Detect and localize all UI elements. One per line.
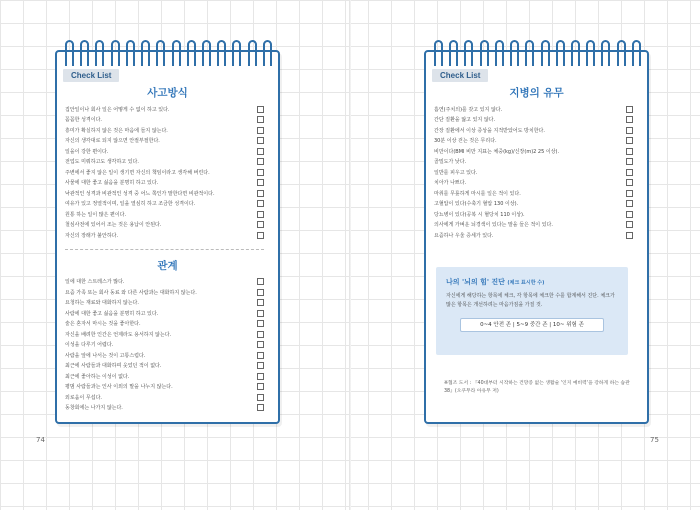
spiral-ring bbox=[126, 40, 135, 66]
checklist-item: 비만이다(BMI 비만 지표는 체중(kg)/신장(m)2 25 이상). bbox=[426, 146, 647, 157]
checkbox[interactable] bbox=[257, 373, 264, 380]
checkbox[interactable] bbox=[257, 362, 264, 369]
checkbox[interactable] bbox=[626, 221, 633, 228]
checklist-item: 흥미가 확실하지 않은 것은 마음에 들지 않는다. bbox=[57, 125, 278, 136]
spiral-ring bbox=[202, 40, 211, 66]
checklist-item: 자신의 생각대로 되지 않으면 안절부절한다. bbox=[57, 136, 278, 147]
checklist-item: 요즘 가족 또는 회사 동료 와 다른 사람과는 대화하지 않는다. bbox=[57, 287, 278, 298]
checklist-item: 흡연(주치의)를 갖고 있지 않다. bbox=[426, 104, 647, 115]
checklist-item: 고혈압이 있다(수축기 혈압 130 이상). bbox=[426, 199, 647, 210]
checkbox[interactable] bbox=[257, 278, 264, 285]
score-range: 0~4 안전 존 | 5~9 중간 존 | 10~ 위험 존 bbox=[460, 318, 604, 332]
checklist-item: 자신을 배려한 인간은 언제라도 용서하지 않는다. bbox=[57, 329, 278, 340]
checkbox[interactable] bbox=[626, 106, 633, 113]
checkbox[interactable] bbox=[257, 299, 264, 306]
checklist-item: 30분 이상 걷는 것은 무리다. bbox=[426, 136, 647, 147]
spiral-ring bbox=[556, 40, 565, 66]
diagnosis-subtitle: (체크 표시한 수) bbox=[507, 280, 545, 286]
checklist-item: 철심사전에 있어서 조는 것은 용납이 안된다. bbox=[57, 220, 278, 231]
checklist-item: 요청하는 재료와 대화하지 않는다. bbox=[57, 298, 278, 309]
checkbox[interactable] bbox=[257, 211, 264, 218]
checkbox[interactable] bbox=[626, 232, 633, 239]
checklist-item: 평범 사람들과는 인사 이외의 말을 나누지 않는다. bbox=[57, 382, 278, 393]
checklist-item: 요즘하나 우울 증세가 있다. bbox=[426, 230, 647, 241]
spiral-ring bbox=[495, 40, 504, 66]
page-gutter bbox=[349, 0, 351, 510]
checklist bbox=[57, 277, 278, 414]
spiral-ring bbox=[65, 40, 74, 66]
spiral-ring bbox=[95, 40, 104, 66]
checklist-item: 자신의 장래가 불안하다. bbox=[57, 230, 278, 241]
checkbox[interactable] bbox=[626, 200, 633, 207]
spiral-ring bbox=[464, 40, 473, 66]
checklist-item: 일에 대한 스트레스가 많다. bbox=[57, 277, 278, 288]
checkbox[interactable] bbox=[257, 127, 264, 134]
checkbox[interactable] bbox=[257, 383, 264, 390]
spiral-ring bbox=[217, 40, 226, 66]
checkbox[interactable] bbox=[626, 158, 633, 165]
spiral-ring bbox=[434, 40, 443, 66]
checkbox[interactable] bbox=[257, 179, 264, 186]
checkbox[interactable] bbox=[257, 404, 264, 411]
spiral-ring bbox=[80, 40, 89, 66]
checkbox[interactable] bbox=[626, 127, 633, 134]
checkbox[interactable] bbox=[257, 394, 264, 401]
checklist-item: 술은 혼자서 마시는 것을 좋아한다. bbox=[57, 319, 278, 330]
page-number-right: 75 bbox=[650, 436, 659, 444]
spiral-ring bbox=[232, 40, 241, 66]
checklist bbox=[57, 104, 278, 241]
checklist-item: 동창회에는 나가지 않는다. bbox=[57, 403, 278, 414]
checkbox[interactable] bbox=[257, 352, 264, 359]
checkbox[interactable] bbox=[626, 190, 633, 197]
checkbox[interactable] bbox=[257, 320, 264, 327]
checkbox[interactable] bbox=[257, 289, 264, 296]
spiral-ring bbox=[632, 40, 641, 66]
checklist-item: 마취를 무릎하게 마시를 일은 적이 있다. bbox=[426, 188, 647, 199]
section-title: 지병의 유무 bbox=[509, 87, 564, 99]
checklist-item: 간단 질환을 앓고 있지 않다. bbox=[426, 115, 647, 126]
spiral-ring bbox=[601, 40, 610, 66]
left-notebook bbox=[55, 50, 280, 424]
checklist-item: 일반를 피우고 있다. bbox=[426, 167, 647, 178]
spiral-ring bbox=[586, 40, 595, 66]
spiral-ring bbox=[617, 40, 626, 66]
spiral-ring bbox=[172, 40, 181, 66]
spiral-binding bbox=[434, 40, 641, 66]
checklist-item: 주변에서 좋지 않은 일이 생기면 자신의 책임이라고 생각해 버린다. bbox=[57, 167, 278, 178]
checkbox[interactable] bbox=[626, 179, 633, 186]
checkbox[interactable] bbox=[257, 116, 264, 123]
spiral-ring bbox=[187, 40, 196, 66]
right-notebook bbox=[424, 50, 649, 424]
spiral-ring bbox=[571, 40, 580, 66]
spiral-ring bbox=[263, 40, 272, 66]
checklist-item: 일을이 강한 편이다. bbox=[57, 146, 278, 157]
checkbox[interactable] bbox=[626, 169, 633, 176]
checkbox[interactable] bbox=[626, 137, 633, 144]
spiral-ring bbox=[111, 40, 120, 66]
spiral-ring bbox=[156, 40, 165, 66]
checkbox[interactable] bbox=[626, 211, 633, 218]
checklist-item: 이성을 다루기 어렵다. bbox=[57, 340, 278, 351]
checkbox[interactable] bbox=[257, 106, 264, 113]
spiral-ring bbox=[480, 40, 489, 66]
checklist-item: 간장 질환에서 이상 증상을 지적받았어도 방치한다. bbox=[426, 125, 647, 136]
checkbox[interactable] bbox=[257, 221, 264, 228]
checkbox[interactable] bbox=[257, 169, 264, 176]
checklist-item: 낙관적인 성격과 비관적인 성격 중 어느 쪽인가 말한다면 비관적이다. bbox=[57, 188, 278, 199]
checkbox[interactable] bbox=[257, 310, 264, 317]
checkbox[interactable] bbox=[257, 148, 264, 155]
section-title: 사고방식 bbox=[147, 87, 188, 99]
spiral-ring bbox=[248, 40, 257, 66]
checkbox[interactable] bbox=[257, 341, 264, 348]
checkbox[interactable] bbox=[257, 232, 264, 239]
checklist-item: 당뇨병이 있다(공복 시 혈당치 110 이상). bbox=[426, 209, 647, 220]
checklist-item: 골밀도가 낮다. bbox=[426, 157, 647, 168]
checkbox[interactable] bbox=[626, 148, 633, 155]
checklist-item: 최근에 사람들과 대화하며 웃었던 적이 없다. bbox=[57, 361, 278, 372]
checklist-item: 외로움이 무섭다. bbox=[57, 392, 278, 403]
checklist-item: 사람을 앞에 나서는 것이 고통스럽다. bbox=[57, 350, 278, 361]
checklist-item: 최근에 좋아하는 이성이 없다. bbox=[57, 371, 278, 382]
checkbox[interactable] bbox=[626, 116, 633, 123]
checkbox[interactable] bbox=[257, 158, 264, 165]
spiral-ring bbox=[541, 40, 550, 66]
page-number-left: 74 bbox=[36, 436, 45, 444]
checklist-item: 꼼꼼한 성격이다. bbox=[57, 115, 278, 126]
diagnosis-title: 나의 '뇌의 힘' 진단 (체크 표시한 수) bbox=[446, 278, 545, 286]
spiral-ring bbox=[141, 40, 150, 66]
checklist-item: 전업도 미뤄하고도 생각하고 있다. bbox=[57, 157, 278, 168]
checklist-tab: Check List bbox=[63, 69, 119, 82]
checklist-item: 의사에게 가벼운 뇌경색이 있다는 말을 들은 적이 있다. bbox=[426, 220, 647, 231]
checkbox[interactable] bbox=[257, 137, 264, 144]
spiral-binding bbox=[65, 40, 272, 66]
diagnosis-description: 자신에게 해당하는 항목에 체크, 각 항목에 체크한 수를 합계해서 진단. 체크가 많은 항목은 개선하려는 마음가짐을 가질 것. bbox=[446, 293, 615, 308]
reference-note: ※협조 도서 : 『40대부터 시작하는 건망증 없는 생활술 '인지 예비력'을 강하게 하는 습관 38』(오쿠무라 아유무 저) bbox=[444, 381, 630, 394]
checklist-tab: Check List bbox=[432, 69, 488, 82]
diagnosis-box bbox=[436, 267, 628, 355]
checklist-item: 사람에 대한 좋고 싫음을 분명히 하고 있다. bbox=[57, 308, 278, 319]
checklist-item: 집안일이나 회사 일은 어떻게 수 없이 하고 있다. bbox=[57, 104, 278, 115]
checklist bbox=[426, 104, 647, 241]
checklist-item: 사물에 대한 좋고 싫음을 분명히 하고 있다. bbox=[57, 178, 278, 189]
checkbox[interactable] bbox=[257, 190, 264, 197]
spiral-ring bbox=[449, 40, 458, 66]
section-title: 관계 bbox=[157, 259, 178, 272]
spiral-ring bbox=[510, 40, 519, 66]
section-divider bbox=[65, 249, 264, 250]
checklist-item: 치아가 나쁘다. bbox=[426, 178, 647, 189]
checklist-item: 여유가 있고 정열적이며, 일을 열심히 하고 조금한 성격이다. bbox=[57, 199, 278, 210]
checkbox[interactable] bbox=[257, 200, 264, 207]
spiral-ring bbox=[525, 40, 534, 66]
checkbox[interactable] bbox=[257, 331, 264, 338]
checklist-item: 원통 하는 일이 많은 편이다. bbox=[57, 209, 278, 220]
